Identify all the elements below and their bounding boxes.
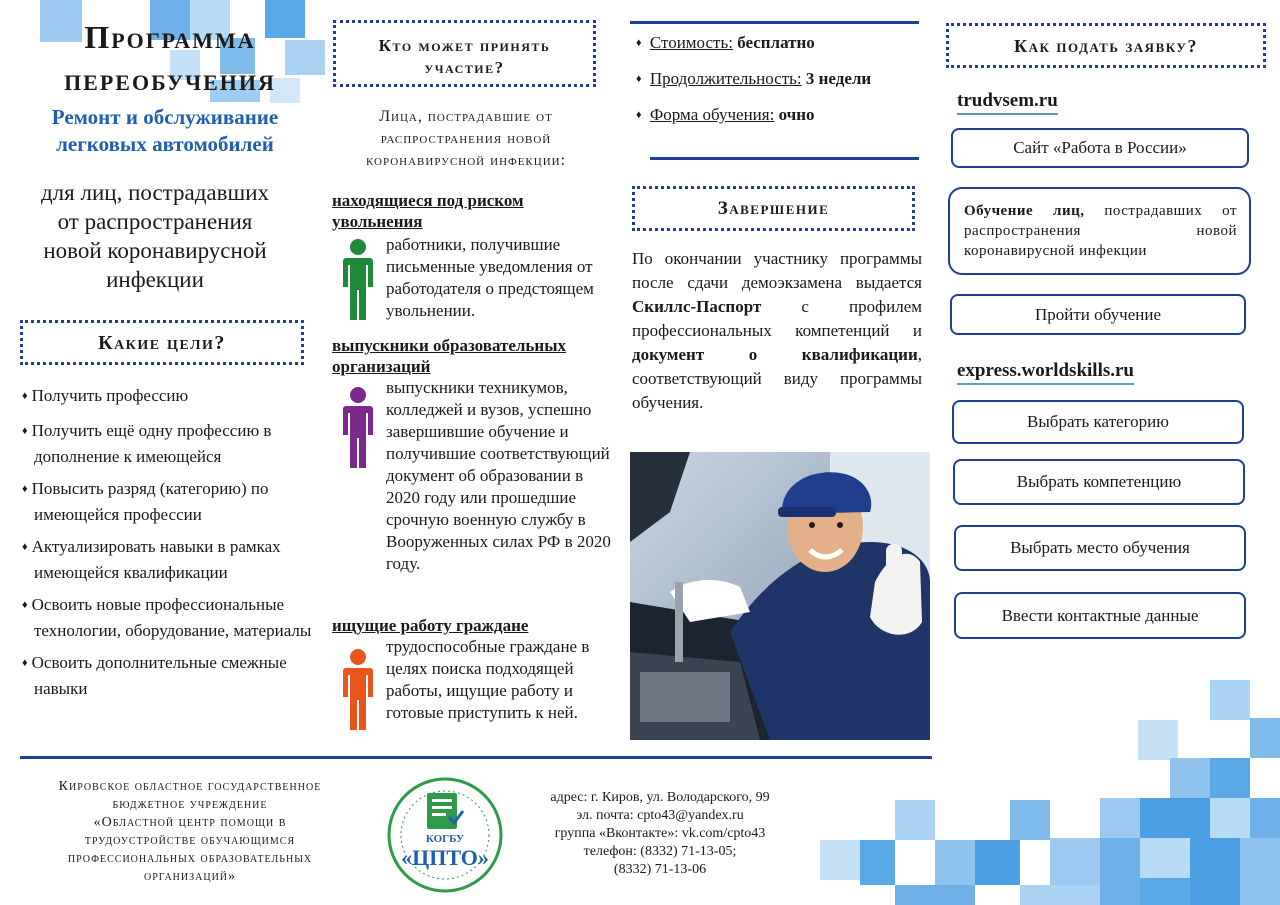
contact-vk[interactable]: группа «Вконтакте»: vk.com/cpto43 — [554, 826, 766, 841]
enter-contacts-label: Ввести контактные данные — [1001, 605, 1199, 625]
contact-address: адрес: г. Киров, ул. Володарского, 99 — [550, 790, 770, 805]
diamond-bullet-icon: ♦ — [636, 109, 642, 121]
covid-training-bold-label: Обучение лиц, — [964, 203, 1085, 219]
category-title-graduates: выпускники образовательных организаций — [332, 336, 566, 376]
choose-category-label: Выбрать категорию — [1027, 412, 1169, 431]
goal-item: ♦ Актуализировать навыки в рамках имеющейся квалификации — [22, 537, 281, 582]
target-audience-line1: для лиц, пострадавших — [40, 180, 270, 205]
program-subtitle — [30, 104, 300, 158]
target-audience — [25, 178, 285, 294]
contact-phone2: (8332) 71-13-06 — [613, 862, 707, 877]
target-audience-line4: инфекции — [106, 267, 204, 292]
contact-phone1: телефон: (8332) 71-13-05; — [583, 844, 737, 859]
footer-divider — [20, 756, 932, 759]
detail-duration: ♦ Продолжительность: 3 недели — [636, 69, 872, 88]
program-title-line1: Программа — [84, 19, 256, 55]
goal-item: ♦ Освоить дополнительные смежные навыки — [22, 653, 287, 698]
goal-item: ♦ Освоить новые профессиональные технологии, оборудование, материалы — [22, 595, 312, 640]
finish-heading: Завершение — [717, 198, 830, 219]
choose-location-label: Выбрать место обучения — [1010, 538, 1190, 557]
category-title-jobseekers: ищущие работу граждане — [332, 616, 529, 635]
russia-jobs-site-label: Сайт «Работа в России» — [1013, 138, 1187, 157]
choose-competency-label: Выбрать компетенцию — [1016, 472, 1182, 491]
participants-heading-box — [333, 20, 596, 87]
person-orange-icon — [338, 648, 378, 733]
goals-heading-box — [20, 320, 304, 365]
person-green-icon — [338, 238, 378, 323]
diamond-bullet-icon: ♦ — [22, 425, 28, 437]
category-text-graduates: выпускники техникумов, колледжей и вузов, успешно завершившие обучение и получившие соответствующий документ об образовании в 2020 году или прошедшие срочную военную службу в Вооруженных силах РФ в 2020 году. — [386, 378, 611, 573]
participants-heading: Кто может принять участие? — [378, 36, 551, 77]
choose-competency-button[interactable] — [953, 459, 1245, 505]
mechanic-photo — [630, 452, 930, 740]
program-subtitle-line1: Ремонт и обслуживание — [51, 105, 279, 129]
details-bottom-line — [650, 157, 919, 160]
diamond-bullet-icon: ♦ — [22, 541, 28, 553]
take-training-label: Пройти обучение — [1035, 304, 1161, 324]
finish-heading-box — [632, 186, 915, 231]
covid-training-button[interactable] — [948, 187, 1251, 275]
program-title — [40, 16, 300, 100]
apply-heading: Как подать заявку? — [1014, 36, 1198, 56]
diamond-bullet-icon: ♦ — [22, 483, 28, 495]
program-title-line2: переобучения — [64, 61, 276, 97]
detail-form: ♦ Форма обучения: очно — [636, 105, 815, 124]
take-training-button[interactable] — [950, 294, 1246, 335]
russia-jobs-site-button[interactable] — [951, 128, 1249, 168]
site-trudvsem[interactable]: trudvsem.ru — [957, 90, 1058, 115]
choose-category-button[interactable] — [952, 400, 1244, 444]
covid-training-label: пострадавших от распространения новой коронавирусной инфекции — [964, 203, 1237, 259]
finish-text: По окончании участнику программы после сдачи демоэкзамена выдается Скиллс-Паспорт с профилем профессиональных компетенций и документ о квалификации, соответствующий виду программы обучения. — [632, 249, 922, 412]
person-purple-icon — [338, 386, 378, 471]
logo-big-text: «ЦПТО» — [401, 845, 489, 870]
category-title-risk: находящиеся под риском увольнения — [332, 191, 524, 231]
category-text-risk: работники, получившие письменные уведомления от работодателя о предстоящем увольнении. — [386, 235, 594, 320]
cpto-logo — [385, 775, 505, 895]
target-audience-line3: новой коронавирусной — [43, 238, 267, 263]
diamond-bullet-icon: ♦ — [22, 657, 28, 669]
diamond-bullet-icon: ♦ — [636, 73, 642, 85]
logo-small-text: КОГБУ — [425, 833, 465, 845]
detail-cost: ♦ Стоимость: бесплатно — [636, 33, 815, 52]
details-top-line — [630, 21, 919, 24]
diamond-bullet-icon: ♦ — [22, 599, 28, 611]
goal-item: ♦ Получить ещё одну профессию в дополнение к имеющейся — [22, 421, 272, 466]
goals-list — [22, 384, 317, 709]
goal-item: ♦ Повысить разряд (категорию) по имеющейся профессии — [22, 479, 269, 524]
apply-heading-box — [946, 23, 1266, 68]
organization-name: Кировское областное государственное бюджетное учреждение «Областной центр помощи в трудоустройстве обучающимся профессиональных образовательных организаций» — [58, 779, 322, 884]
contact-email[interactable]: эл. почта: cpto43@yandex.ru — [576, 808, 744, 823]
enter-contacts-button[interactable] — [954, 592, 1246, 639]
goal-item: ♦ Получить профессию — [22, 386, 189, 405]
category-text-jobseekers: трудоспособные граждане в целях поиска подходящей работы, ищущие работу и готовые приступить к ней. — [386, 637, 590, 722]
goals-heading: Какие цели? — [98, 332, 226, 354]
choose-location-button[interactable] — [954, 525, 1246, 571]
site-worldskills[interactable]: express.worldskills.ru — [957, 360, 1134, 385]
participants-intro: Лица, пострадавшие от распространения новой коронавирусной инфекции: — [365, 108, 567, 169]
contacts-block — [535, 789, 785, 879]
program-subtitle-line2: легковых автомобилей — [56, 132, 274, 156]
target-audience-line2: от распространения — [57, 209, 253, 234]
diamond-bullet-icon: ♦ — [22, 390, 28, 402]
diamond-bullet-icon: ♦ — [636, 37, 642, 49]
